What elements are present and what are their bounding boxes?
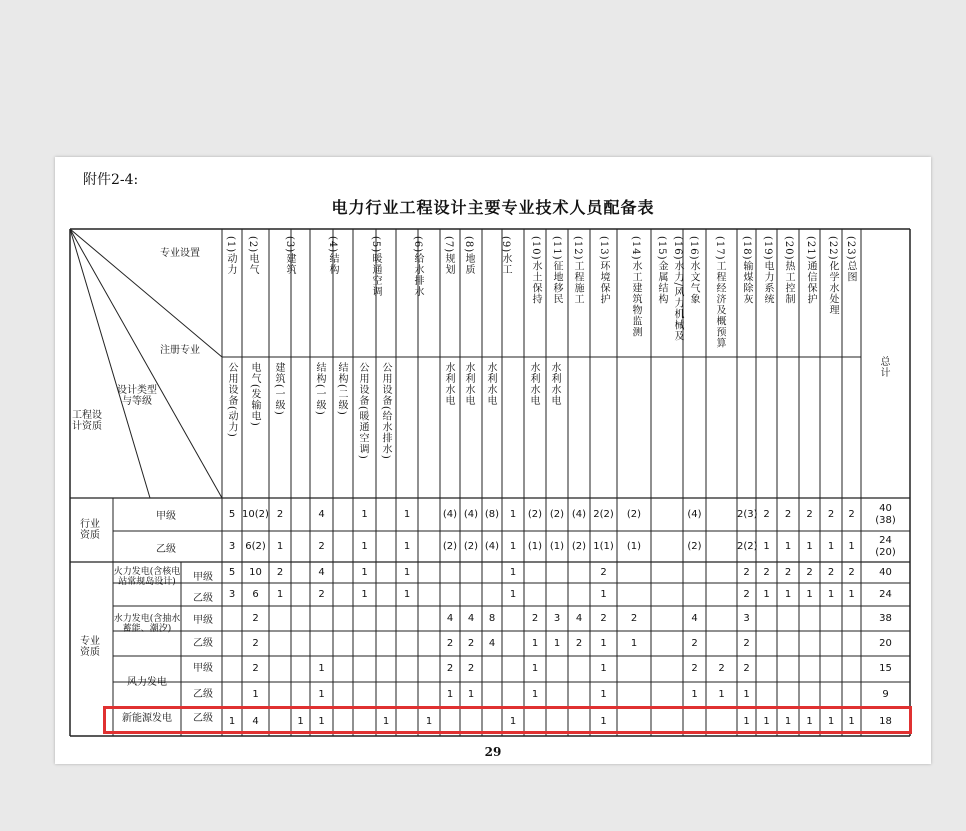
table-cell: 1 bbox=[763, 588, 770, 600]
registered-header: 结构(二级) bbox=[336, 362, 347, 416]
table-cell: 2 bbox=[600, 612, 607, 624]
table-cell: 1 bbox=[553, 637, 561, 649]
table-cell: 1 bbox=[361, 508, 368, 520]
table-cell: (4) bbox=[442, 508, 458, 520]
table-cell: 1 bbox=[630, 637, 638, 649]
corner-eng-design-qualification: 工程设计资质 bbox=[72, 410, 102, 432]
table-cell: 2 bbox=[763, 566, 770, 578]
table-cell: 3 bbox=[553, 612, 561, 624]
table-cell: 1 bbox=[509, 716, 517, 727]
table-cell: 1 bbox=[827, 716, 835, 727]
specialty-header: (4)结构 bbox=[327, 236, 338, 276]
grade-label: 甲级 bbox=[193, 615, 213, 626]
specialty-header: (16)水力/风力机械及 bbox=[672, 236, 683, 342]
specialty-header: (8)地质 bbox=[463, 236, 474, 276]
specialty-header: (10)水土保持 bbox=[530, 236, 541, 305]
type-newenergy: 新能源发电 bbox=[122, 713, 172, 724]
table-cell: 1 bbox=[361, 566, 368, 578]
table-cell: 24 (20) bbox=[875, 534, 896, 558]
table-cell: 2 bbox=[848, 566, 855, 578]
registered-header: 公用设备(暖通空调) bbox=[357, 362, 368, 460]
table-cell: 2 bbox=[446, 663, 454, 674]
table-cell: 2 bbox=[467, 663, 475, 674]
table-cell: 1 bbox=[318, 663, 325, 674]
table-cell: 2 bbox=[827, 508, 835, 520]
group-specialty: 专业资质 bbox=[80, 636, 100, 658]
table-cell: 1 bbox=[276, 540, 284, 552]
registered-header: 水利水电 bbox=[549, 362, 560, 406]
table-cell: 2 bbox=[318, 588, 325, 600]
table-cell: 4 bbox=[318, 566, 325, 578]
grid-line bbox=[70, 229, 222, 498]
table-cell: 2 bbox=[691, 637, 698, 649]
table-cell: 1 bbox=[382, 716, 390, 727]
table-cell: 2(2) bbox=[593, 508, 614, 520]
specialty-header: (22)化学水处理 bbox=[827, 236, 838, 316]
specialty-header: (16)水文气象 bbox=[688, 236, 699, 305]
table-cell: 1 bbox=[509, 588, 517, 600]
table-cell: 5 bbox=[228, 508, 236, 520]
table-cell: 1 bbox=[763, 716, 770, 727]
table-cell: 1 bbox=[403, 588, 411, 600]
table-cell: 4 bbox=[446, 612, 454, 624]
registered-header: 建筑(一级) bbox=[273, 362, 284, 416]
table-cell: 1 bbox=[600, 689, 607, 700]
table-cell: 2 bbox=[252, 637, 259, 649]
table-cell: 15 bbox=[879, 663, 892, 674]
table-cell: 1 bbox=[509, 508, 517, 520]
table-cell: 1 bbox=[361, 588, 368, 600]
table-cell: 38 bbox=[879, 612, 892, 624]
table-cell: 1 bbox=[827, 540, 835, 552]
table-cell: 2 bbox=[446, 637, 454, 649]
table-cell: 1 bbox=[318, 689, 325, 700]
table-cell: 2 bbox=[806, 508, 813, 520]
grade-label: 乙级 bbox=[193, 593, 213, 604]
table-cell: 10 bbox=[249, 566, 262, 578]
table-cell: 9 bbox=[882, 689, 889, 700]
table-cell: 2 bbox=[276, 508, 284, 520]
table-cell: (1) bbox=[527, 540, 543, 552]
table-cell: 40 bbox=[879, 566, 892, 578]
table-cell: 1 bbox=[467, 689, 475, 700]
table-cell: 1(1) bbox=[593, 540, 614, 552]
grade-label: 乙级 bbox=[156, 544, 176, 555]
table-cell: (1) bbox=[626, 540, 642, 552]
corner-registered-specialty: 注册专业 bbox=[160, 345, 200, 356]
table-cell: 1 bbox=[763, 540, 770, 552]
table-cell: 8 bbox=[488, 612, 496, 624]
table-cell: 1 bbox=[784, 540, 792, 552]
table-cell: 1 bbox=[691, 689, 698, 700]
specialty-header: (15)金属结构 bbox=[656, 236, 667, 305]
table-cell: (2) bbox=[571, 540, 587, 552]
registered-header: 水利水电 bbox=[443, 362, 454, 406]
specialty-header: (12)工程施工 bbox=[572, 236, 583, 305]
total-header: 总计 bbox=[878, 356, 889, 378]
table-cell: (2) bbox=[687, 540, 702, 552]
table-cell: (2) bbox=[626, 508, 642, 520]
table-cell: 4 bbox=[252, 716, 259, 727]
table-cell: 2 bbox=[691, 663, 698, 674]
specialty-header: (17)工程经济及概预算 bbox=[714, 236, 725, 349]
table-cell: 1 bbox=[403, 540, 411, 552]
table-cell: 1 bbox=[600, 588, 607, 600]
table-cell: (8) bbox=[484, 508, 500, 520]
table-cell: 2 bbox=[743, 637, 750, 649]
table-cell: 1 bbox=[806, 540, 813, 552]
table-cell: 2 bbox=[806, 566, 813, 578]
registered-header: 公用设备(动力) bbox=[226, 362, 237, 438]
corner-specialty-setting: 专业设置 bbox=[160, 248, 200, 259]
table-cell: 1 bbox=[403, 508, 411, 520]
grade-label: 甲级 bbox=[193, 663, 213, 674]
table-cell: 4 bbox=[691, 612, 698, 624]
table-cell: 2 bbox=[848, 508, 855, 520]
table-cell: 3 bbox=[228, 540, 236, 552]
table-cell: 1 bbox=[318, 716, 325, 727]
table-cell: 1 bbox=[531, 637, 539, 649]
specialty-header: (20)热工控制 bbox=[783, 236, 794, 305]
registered-header: 结构(一级) bbox=[314, 362, 325, 416]
table-cell: 2 bbox=[784, 508, 792, 520]
table-cell: 1 bbox=[531, 663, 539, 674]
page-number: 29 bbox=[484, 745, 502, 759]
table-cell: 1 bbox=[446, 689, 454, 700]
corner-design-type-grade: 设计类型与等级 bbox=[117, 385, 157, 407]
specialty-header: (7)规划 bbox=[443, 236, 454, 276]
table-cell: 1 bbox=[806, 588, 813, 600]
specialty-header: (1)动力 bbox=[225, 236, 236, 276]
table-cell: (1) bbox=[549, 540, 565, 552]
table-cell: 1 bbox=[297, 716, 304, 727]
table-cell: 1 bbox=[600, 663, 607, 674]
table-cell: (2) bbox=[442, 540, 458, 552]
table-cell: 1 bbox=[784, 716, 792, 727]
document-title: 电力行业工程设计主要专业技术人员配备表 bbox=[331, 198, 655, 217]
table-cell: 2 bbox=[630, 612, 638, 624]
specialty-header: (13)环境保护 bbox=[598, 236, 609, 305]
grade-label: 乙级 bbox=[193, 689, 213, 700]
specialty-header: (5)暖通空调 bbox=[370, 236, 381, 298]
group-industry: 行业资质 bbox=[80, 519, 100, 541]
registered-header: 公用设备(给水排水) bbox=[380, 362, 391, 460]
specialty-header: (9)水工 bbox=[500, 236, 511, 276]
table-cell: 2 bbox=[718, 663, 725, 674]
grade-label: 甲级 bbox=[156, 511, 176, 522]
table-cell: 1 bbox=[784, 588, 792, 600]
table-cell: 2 bbox=[276, 566, 284, 578]
specialty-header: (3)建筑 bbox=[284, 236, 295, 276]
table-cell: 1 bbox=[743, 716, 750, 727]
table-cell: 3 bbox=[743, 612, 750, 624]
registered-header: 电气(发输电) bbox=[249, 362, 260, 427]
grade-label: 乙级 bbox=[193, 713, 213, 724]
specialty-header: (6)给水排水 bbox=[412, 236, 423, 298]
table-cell: (4) bbox=[571, 508, 587, 520]
table-cell: 2(2) bbox=[737, 540, 758, 552]
table-cell: 24 bbox=[879, 588, 892, 600]
grade-label: 甲级 bbox=[193, 572, 213, 583]
specialty-header: (18)输煤除灰 bbox=[741, 236, 752, 305]
table-cell: 2 bbox=[763, 508, 770, 520]
attachment-label: 附件2-4: bbox=[83, 172, 139, 188]
highlight-box bbox=[103, 706, 912, 734]
table-cell: (4) bbox=[687, 508, 702, 520]
table-cell: (4) bbox=[463, 508, 479, 520]
table-cell: 1 bbox=[425, 716, 433, 727]
table-cell: 1 bbox=[848, 588, 855, 600]
type-wind: 风力发电 bbox=[127, 677, 167, 688]
table-cell: 1 bbox=[276, 588, 284, 600]
table-cell: 2 bbox=[827, 566, 835, 578]
table-cell: 2(3) bbox=[737, 508, 758, 520]
table-cell: 2 bbox=[467, 637, 475, 649]
specialty-header: (19)电力系统 bbox=[762, 236, 773, 305]
table-cell: 5 bbox=[228, 566, 236, 578]
table-cell: 1 bbox=[252, 689, 259, 700]
table-cell: (2) bbox=[527, 508, 543, 520]
table-cell: 1 bbox=[827, 588, 835, 600]
table-cell: 4 bbox=[318, 508, 325, 520]
table-cell: 1 bbox=[509, 540, 517, 552]
table-cell: (2) bbox=[463, 540, 479, 552]
table-cell: (4) bbox=[484, 540, 500, 552]
table-cell: 1 bbox=[531, 689, 539, 700]
specialty-header: (11)征地移民 bbox=[551, 236, 562, 305]
table-cell: 2 bbox=[318, 540, 325, 552]
table-cell: 2 bbox=[575, 637, 583, 649]
registered-header: 水利水电 bbox=[528, 362, 539, 406]
table-cell: 1 bbox=[718, 689, 725, 700]
registered-header: 水利水电 bbox=[463, 362, 474, 406]
grid-line bbox=[70, 229, 150, 498]
table-cell: 1 bbox=[509, 566, 517, 578]
table-cell: 4 bbox=[467, 612, 475, 624]
table-cell: 1 bbox=[806, 716, 813, 727]
table-cell: 40 (38) bbox=[875, 502, 896, 526]
table-cell: 6(2) bbox=[245, 540, 266, 552]
table-cell: 4 bbox=[575, 612, 583, 624]
grade-label: 乙级 bbox=[193, 638, 213, 649]
table-cell: 2 bbox=[743, 566, 750, 578]
table-cell: 2 bbox=[784, 566, 792, 578]
table-cell: 3 bbox=[228, 588, 236, 600]
table-cell: 1 bbox=[600, 716, 607, 727]
registered-header: 水利水电 bbox=[485, 362, 496, 406]
table-cell: 1 bbox=[848, 716, 855, 727]
type-thermal: 火力发电(含核电站常规岛设计) bbox=[113, 567, 181, 587]
table-cell: 1 bbox=[600, 637, 607, 649]
table-cell: 6 bbox=[252, 588, 259, 600]
type-hydro: 水力发电(含抽水蓄能、潮汐) bbox=[113, 614, 181, 634]
table-cell: 1 bbox=[361, 540, 368, 552]
table-cell: 2 bbox=[743, 588, 750, 600]
table-cell: 2 bbox=[531, 612, 539, 624]
specialty-header: (2)电气 bbox=[247, 236, 258, 276]
table-cell: 1 bbox=[228, 716, 236, 727]
table-cell: 10(2) bbox=[242, 508, 269, 520]
table-cell: 1 bbox=[403, 566, 411, 578]
table-cell: 2 bbox=[252, 663, 259, 674]
table-cell: 2 bbox=[600, 566, 607, 578]
table-cell: 1 bbox=[848, 540, 855, 552]
specialty-header: (14)水工建筑物监测 bbox=[630, 236, 641, 338]
table-cell: 2 bbox=[252, 612, 259, 624]
table-cell: 18 bbox=[879, 716, 892, 727]
table-cell: 4 bbox=[488, 637, 496, 649]
table-cell: (2) bbox=[549, 508, 565, 520]
specialty-header: (23)总图 bbox=[845, 236, 856, 283]
table-cell: 1 bbox=[743, 689, 750, 700]
table-cell: 2 bbox=[743, 663, 750, 674]
table-cell: 20 bbox=[879, 637, 892, 649]
specialty-header: (21)通信保护 bbox=[805, 236, 816, 305]
